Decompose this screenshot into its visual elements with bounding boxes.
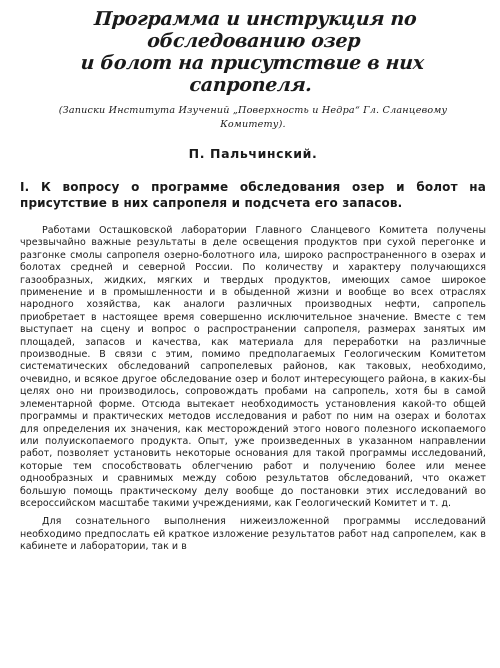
section-heading: I. К вопросу о программе обследования озер и болот на присутствие в них сапропеля и подсчета его запасов. bbox=[20, 180, 486, 210]
body-text bbox=[20, 225, 486, 554]
document-title bbox=[17, 8, 489, 96]
paragraph: Работами Осташковской лаборатории Главного Сланцевого Комитета получены чрезвычайно важные результаты в деле освещения продуктов при сухой перегонке и разгонке смолы сапропеля озерно-болотного ила, широко распространенного в озерах и болотах средней и северной России. По количеству и характеру получающихся газообразных, жидких, мягких и твердых продуктов, имеющих самое широкое применение и в промышленности и в обыденной жизни и вообще во всех отраслях народного хозяйства, как аналоги различных производных нефти, сапропель приобретает в настоящее время совершенно исключительное значение. Вместе с тем выступает на сцену и вопрос о распространении сапропеля, размерах занятых им площадей, запасов и качества, как материала для переработки на различные производные. В связи с этим, помимо предполагаемых Геологическим Комитетом систематических обследований сапропелевых районов, как таковых, необходимо, очевидно, и всякое другое обследование озер и болот интересующего района, в каких-бы целях оно ни производилось, сопровождать пробами на сапропель, хотя бы в самой элементарной форме. Отсюда вытекает необходимость установления какой-то общей программы и практических методов исследования и работ по ним на озерах и болотах для определения их значения, как месторождений этого нового полезного ископаемого или полуископаемого продукта. Опыт, уже произведенных в указанном направлении работ, позволяет установить некоторые основания для такой программы исследований, которые тем способствовать облегчению работ и получению более или менее однообразных и сравнимых между собою результатов обследований, что окажет большую помощь практическому делу вообще до постановки этих исследований во всероссийском масштабе такими учреждениями, как Геологический Комитет и т. д. bbox=[20, 225, 486, 509]
paragraph: Для сознательного выполнения нижеизложенной программы исследований необходимо предпослать ей краткое изложение результатов работ над сапропелем, как в кабинете и лаборатории, так и в bbox=[20, 516, 486, 553]
author-name: П. Пальчинский. bbox=[188, 146, 318, 161]
title-line-1: Программа и инструкция по обследованию озер bbox=[93, 8, 418, 52]
source-note: (Записки Института Изучений „Поверхность и Недра“ Гл. Сланцевому Комитету). bbox=[58, 105, 448, 130]
title-line-2: и болот на присутствие в них сапропеля. bbox=[79, 52, 425, 96]
